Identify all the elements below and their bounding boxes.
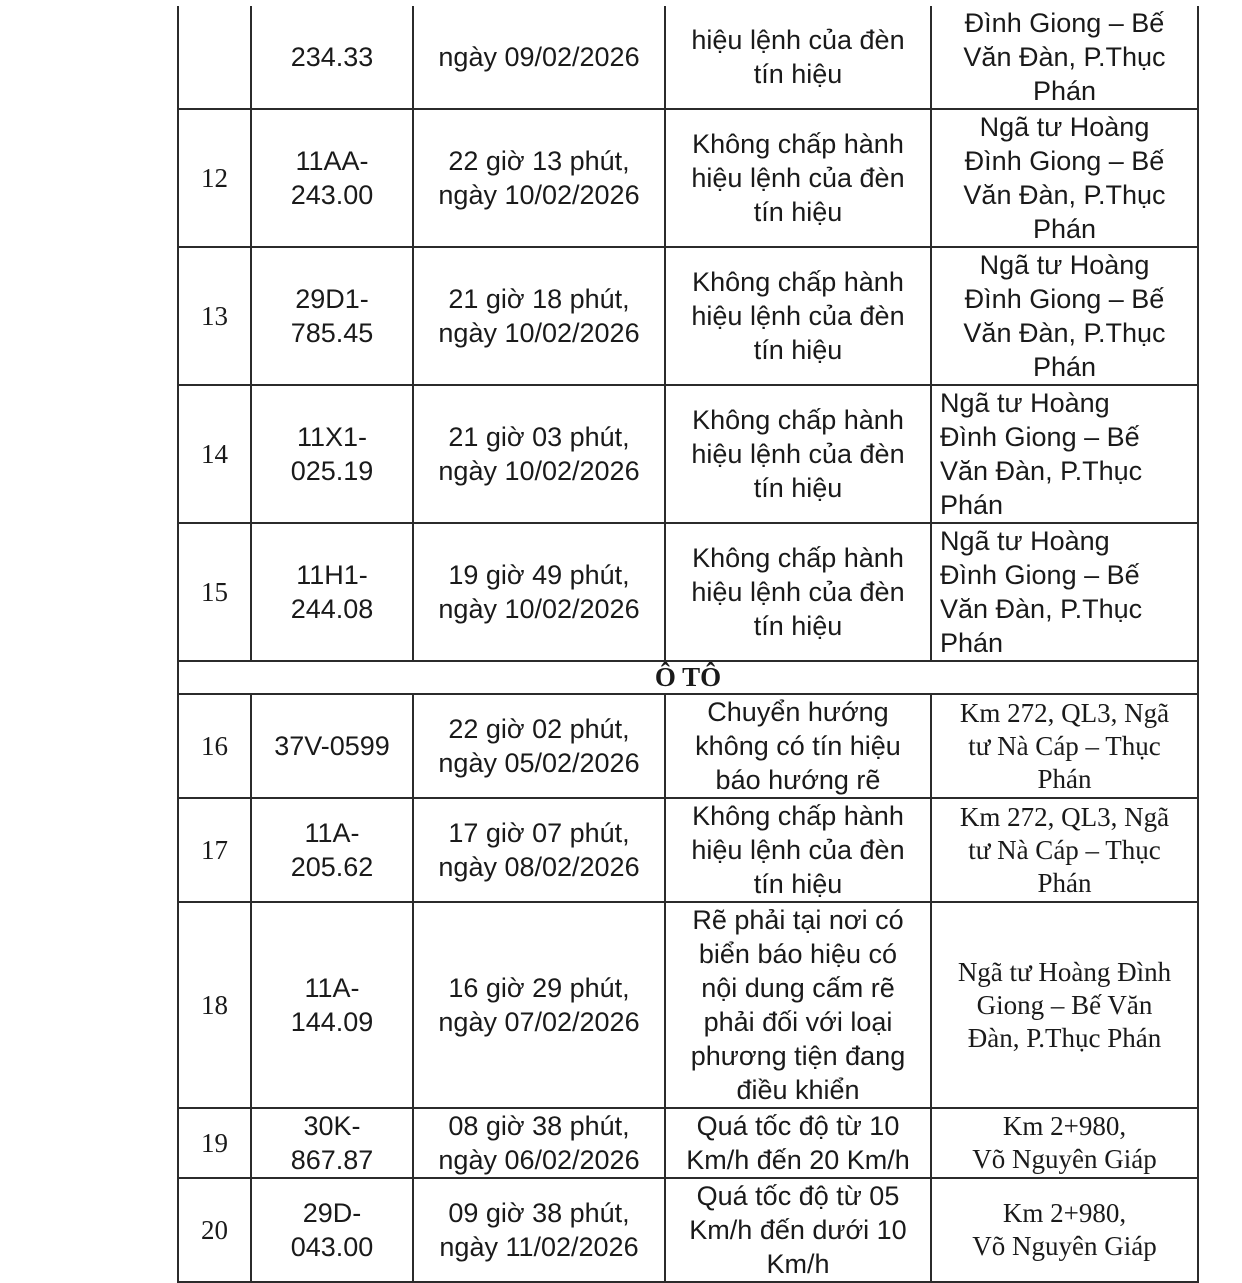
cell-line: Phán	[1032, 214, 1097, 244]
cell-line: 29D-	[302, 1198, 362, 1228]
cell-line: Km/h	[766, 1249, 830, 1279]
cell-time	[413, 1178, 665, 1282]
cell-line: Đình Giong – Bế	[964, 284, 1165, 314]
table-row	[178, 247, 1198, 385]
cell-line: hiệu lệnh của đèn	[691, 439, 905, 469]
cell-line: 16 giờ 29 phút,	[448, 973, 630, 1003]
cell-plate	[251, 694, 413, 798]
cell-line: Quá tốc độ từ 10	[696, 1111, 900, 1141]
cell-line: hiệu lệnh của đèn	[691, 301, 905, 331]
cell-stt: 18	[178, 902, 251, 1108]
table-row	[178, 1178, 1198, 1282]
cell-line: ngày 09/02/2026	[438, 42, 640, 72]
cell-line: hiệu lệnh của đèn	[691, 163, 905, 193]
cell-line: 11AA-	[295, 146, 369, 176]
cell-line: Đình Giong – Bế	[964, 8, 1165, 38]
table-row	[178, 6, 1198, 109]
cell-location	[931, 694, 1198, 798]
cell-line: 205.62	[290, 852, 374, 882]
cell-plate	[251, 6, 413, 109]
cell-line: 19 giờ 49 phút,	[448, 560, 630, 590]
cell-line: ngày 06/02/2026	[438, 1145, 640, 1175]
cell-stt: 16	[178, 694, 251, 798]
cell-line: Phán	[1032, 76, 1097, 106]
cell-line: ngày 10/02/2026	[438, 318, 640, 348]
cell-line: Võ Nguyên Giáp	[972, 1231, 1157, 1261]
cell-line: tín hiệu	[753, 335, 843, 365]
cell-line: 144.09	[290, 1007, 374, 1037]
cell-line: 025.19	[290, 456, 374, 486]
table-body-cars	[178, 694, 1198, 1282]
cell-line: ngày 10/02/2026	[438, 594, 640, 624]
cell-line: điều khiển	[736, 1075, 860, 1105]
cell-location	[931, 523, 1198, 661]
cell-line: Ngã tư Hoàng	[940, 388, 1110, 418]
cell-line: Km 272, QL3, Ngã	[959, 697, 1170, 728]
cell-plate	[251, 385, 413, 523]
cell-location	[931, 1178, 1198, 1282]
cell-line: tín hiệu	[753, 197, 843, 227]
cell-line: Võ Nguyên Giáp	[972, 1144, 1157, 1174]
cell-plate	[251, 902, 413, 1108]
cell-line: Km 272, QL3, Ngã	[959, 801, 1170, 832]
cell-line: không có tín hiệu	[695, 731, 901, 761]
cell-line: 22 giờ 13 phút,	[448, 146, 630, 176]
cell-line: Rẽ phải tại nơi có	[692, 905, 904, 935]
cell-line: Văn Đàn, P.Thục	[963, 180, 1166, 210]
cell-plate	[251, 247, 413, 385]
cell-violation	[665, 694, 931, 798]
cell-violation	[665, 6, 931, 109]
cell-plate	[251, 1108, 413, 1178]
cell-time	[413, 523, 665, 661]
cell-time	[413, 6, 665, 109]
section-title: Ô TÔ	[178, 661, 1198, 694]
cell-line: ngày 11/02/2026	[439, 1232, 639, 1262]
cell-line: phương tiện đang	[690, 1041, 906, 1071]
cell-line: phải đối với loại	[703, 1007, 893, 1037]
table-row	[178, 385, 1198, 523]
cell-line: Đàn, P.Thục Phán	[967, 1022, 1162, 1053]
cell-stt: 12	[178, 109, 251, 247]
cell-line: Văn Đàn, P.Thục	[940, 456, 1143, 486]
cell-line: 234.33	[290, 42, 374, 72]
cell-line: báo hướng rẽ	[715, 765, 881, 795]
cell-line: ngày 07/02/2026	[438, 1007, 640, 1037]
cell-line: 043.00	[290, 1232, 374, 1262]
cell-time	[413, 902, 665, 1108]
cell-plate	[251, 1178, 413, 1282]
cell-time	[413, 798, 665, 902]
cell-stt: 17	[178, 798, 251, 902]
cell-plate	[251, 523, 413, 661]
cell-violation	[665, 798, 931, 902]
cell-line: Không chấp hành	[692, 543, 904, 573]
cell-line: 21 giờ 03 phút,	[448, 422, 630, 452]
cell-location	[931, 1108, 1198, 1178]
cell-line: Phán	[1032, 352, 1097, 382]
cell-location	[931, 385, 1198, 523]
cell-time	[413, 1108, 665, 1178]
cell-line: 243.00	[290, 180, 374, 210]
cell-line: tư Nà Cáp – Thục	[968, 730, 1161, 761]
cell-line: Km 2+980,	[1002, 1111, 1127, 1141]
cell-line: biển báo hiệu có	[698, 939, 898, 969]
cell-location	[931, 247, 1198, 385]
cell-line: 867.87	[290, 1145, 374, 1175]
cell-line: Km/h đến dưới 10	[689, 1215, 907, 1245]
cell-line: tín hiệu	[753, 473, 843, 503]
violations-table	[177, 6, 1199, 1283]
cell-line: hiệu lệnh của đèn	[691, 835, 905, 865]
cell-line: tín hiệu	[753, 869, 843, 899]
cell-violation	[665, 523, 931, 661]
cell-line: ngày 08/02/2026	[438, 852, 640, 882]
cell-violation	[665, 247, 931, 385]
cell-line: 21 giờ 18 phút,	[448, 284, 630, 314]
table-row	[178, 523, 1198, 661]
cell-line: hiệu lệnh của đèn	[691, 577, 905, 607]
cell-plate	[251, 109, 413, 247]
cell-violation	[665, 1108, 931, 1178]
cell-line: 29D1-	[295, 284, 369, 314]
cell-line: ngày 10/02/2026	[438, 180, 640, 210]
cell-line: ngày 10/02/2026	[438, 456, 640, 486]
cell-stt: 19	[178, 1108, 251, 1178]
cell-line: Phán	[940, 490, 1004, 520]
cell-time	[413, 694, 665, 798]
cell-line: Km 2+980,	[1002, 1198, 1127, 1228]
cell-line: Văn Đàn, P.Thục	[940, 594, 1143, 624]
cell-line: 11H1-	[296, 560, 368, 590]
cell-line: Phán	[1037, 763, 1092, 794]
cell-stt: 15	[178, 523, 251, 661]
cell-line: ngày 05/02/2026	[438, 748, 640, 778]
table-row	[178, 902, 1198, 1108]
cell-stt: 14	[178, 385, 251, 523]
cell-line: Ngã tư Hoàng	[940, 526, 1110, 556]
cell-line: Không chấp hành	[692, 801, 904, 831]
cell-line: Đình Giong – Bế	[940, 422, 1140, 452]
table-section-cars	[178, 661, 1198, 694]
cell-line: 11A-	[304, 973, 360, 1003]
cell-line: Phán	[940, 628, 1004, 658]
cell-line: Không chấp hành	[692, 129, 904, 159]
cell-location	[931, 109, 1198, 247]
cell-violation	[665, 385, 931, 523]
cell-violation	[665, 902, 931, 1108]
cell-line: nội dung cấm rẽ	[701, 973, 895, 1003]
cell-location	[931, 902, 1198, 1108]
cell-line: Không chấp hành	[692, 405, 904, 435]
cell-line: tín hiệu	[753, 611, 843, 641]
cell-line: Km/h đến 20 Km/h	[686, 1145, 910, 1175]
cell-line: tư Nà Cáp – Thục	[968, 834, 1161, 865]
cell-line: tín hiệu	[753, 59, 843, 89]
cell-line: 37V-0599	[274, 731, 390, 761]
cell-location	[931, 6, 1198, 109]
cell-line: Phán	[1037, 867, 1092, 898]
cell-line: Giong – Bế Văn	[976, 989, 1153, 1020]
table-row	[178, 798, 1198, 902]
cell-line: Đình Giong – Bế	[940, 560, 1140, 590]
cell-time	[413, 247, 665, 385]
cell-line: Quá tốc độ từ 05	[696, 1181, 900, 1211]
cell-line: Văn Đàn, P.Thục	[963, 42, 1166, 72]
cell-line: Không chấp hành	[692, 267, 904, 297]
cell-line: Đình Giong – Bế	[964, 146, 1165, 176]
cell-line: 11X1-	[296, 422, 368, 452]
cell-line: 22 giờ 02 phút,	[448, 714, 630, 744]
cell-line: 30K-	[303, 1111, 361, 1141]
cell-line: Văn Đàn, P.Thục	[963, 318, 1166, 348]
table-row	[178, 694, 1198, 798]
cell-line: 785.45	[290, 318, 374, 348]
cell-line: Ngã tư Hoàng Đình	[957, 956, 1172, 987]
cell-line: Ngã tư Hoàng	[979, 250, 1150, 280]
cell-stt: 20	[178, 1178, 251, 1282]
cell-line: 244.08	[290, 594, 374, 624]
cell-line: 11A-	[304, 818, 360, 848]
cell-violation	[665, 109, 931, 247]
table-row	[178, 109, 1198, 247]
cell-line: hiệu lệnh của đèn	[691, 25, 905, 55]
cell-time	[413, 385, 665, 523]
cell-plate	[251, 798, 413, 902]
table-row	[178, 1108, 1198, 1178]
cell-line: 08 giờ 38 phút,	[448, 1111, 630, 1141]
section-header-row	[178, 661, 1198, 694]
cell-line: 17 giờ 07 phút,	[448, 818, 630, 848]
cell-violation	[665, 1178, 931, 1282]
cell-line: Chuyển hướng	[707, 697, 889, 727]
table-body-motorbikes	[178, 6, 1198, 661]
cell-stt	[178, 6, 251, 109]
cell-line: Ngã tư Hoàng	[979, 112, 1150, 142]
cell-location	[931, 798, 1198, 902]
cell-time	[413, 109, 665, 247]
cell-line: 09 giờ 38 phút,	[448, 1198, 630, 1228]
cell-stt: 13	[178, 247, 251, 385]
